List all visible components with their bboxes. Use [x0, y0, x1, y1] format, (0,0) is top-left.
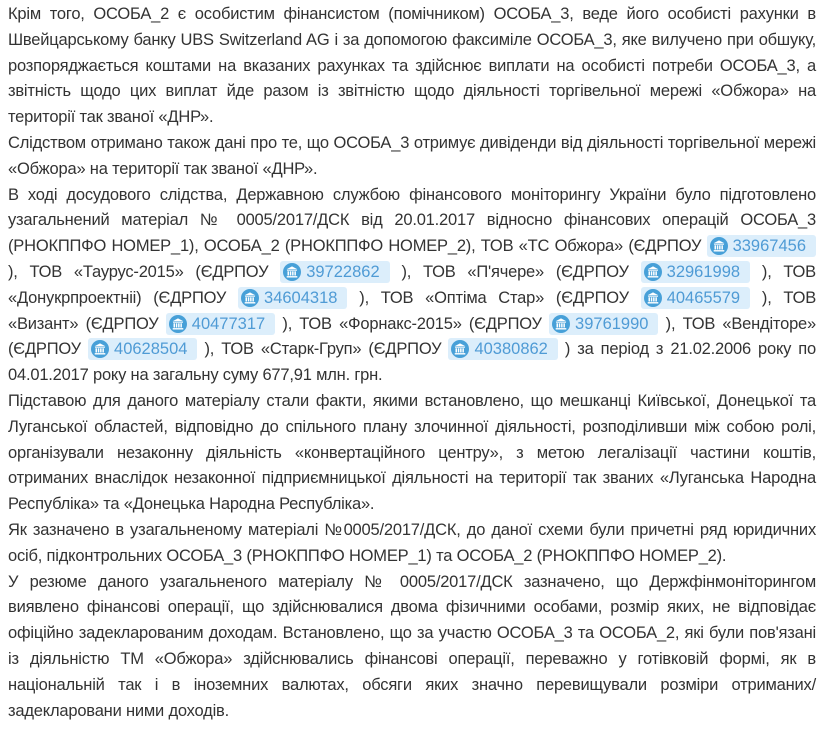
bank-icon: [644, 289, 662, 307]
bank-icon: [91, 340, 109, 358]
text-run: Як зазначено в узагальненому матеріалі №0005/2017/ДСК, до даної схеми були причетні ряд юридичних осіб, підконтрольних ОСОБА_3 (РНОКППФО НОМЕР_1) та ОСОБА_2 (РНОКППФО НОМЕР_2).: [8, 520, 816, 565]
text-run: У резюме даного узагальненого матеріалу № 0005/2017/ДСК зазначено, що Держфінмоніторингом виявлено фінансові операції, що здійснювалися двома фізичними особами, розмір яких, не відповідає офіційно задекларованим доходам. Встановлено, що за участю ОСОБА_3 та ОСОБА_2, які були пов'язані із діяльністю ТМ «Обжора» здійснювались фінансові операції, переважно у готівковій формі, як в національній так і в іноземних валютах, обсяги яких значно перевищували розміри отриманих/задекларовани ними доходів.: [8, 572, 816, 720]
edrpou-number: 40380862: [474, 340, 548, 359]
edrpou-number: 32961998: [666, 262, 741, 281]
text-run: ), ТОВ «Форнакс-2015» (ЄДРПОУ: [275, 314, 550, 333]
edrpou-code-link[interactable]: [707, 235, 816, 257]
edrpou-code-link[interactable]: [641, 287, 750, 309]
edrpou-code-link[interactable]: [280, 261, 389, 283]
edrpou-number: 40477317: [191, 314, 266, 333]
text-run: ), ТОВ «Оптіма Стар» (ЄДРПОУ: [347, 288, 641, 307]
text-run: ), ТОВ «Вендіторе» (ЄДРПОУ: [8, 314, 816, 359]
text-run: ) за період з 21.02.2006 року по 04.01.2017 року на загальну суму 677,91 млн. грн.: [8, 340, 816, 385]
bank-icon: [451, 340, 469, 358]
text-run: ), ТОВ «Таурус-2015» (ЄДРПОУ: [8, 262, 281, 281]
edrpou-number: 39722862: [306, 262, 380, 281]
bank-icon: [552, 315, 570, 333]
bank-icon: [644, 263, 662, 281]
edrpou-number: 33967456: [732, 237, 806, 256]
edrpou-code-link[interactable]: [238, 287, 347, 309]
text-run: ), ТОВ «Визант» (ЄДРПОУ: [8, 288, 817, 333]
edrpou-number: 39761990: [575, 314, 649, 333]
text-run: Крім того, ОСОБА_2 є особистим фінансистом (помічником) ОСОБА_3, веде його особисті рахунки в Швейцарському банку UBS Switzerland AG і за допомогою факсиміле ОСОБА_3, яке вилучено при обшуку, розпоряджається коштами на вказаних рахунках та здійснює виплати на особисті потреби ОСОБА_3, а звітність щодо цих виплат йде разом із звітністю щодо діяльності торгівельної мережі «Обжора» на території так званої «ДНР».: [8, 5, 816, 127]
paragraph: [8, 183, 816, 389]
edrpou-code-link[interactable]: [549, 313, 658, 335]
text-run: ), ТОВ «Донукрпроектніі) (ЄДРПОУ: [8, 262, 816, 307]
text-run: Слідством отримано також дані про те, що ОСОБА_3 отримує дивіденди від діяльності торгівельної мережі «Обжора» на території так званої «ДНР».: [8, 133, 816, 178]
text-run: ), ТОВ «Старк-Груп» (ЄДРПОУ: [197, 340, 449, 359]
paragraph: [8, 2, 816, 131]
edrpou-code-link[interactable]: [88, 338, 197, 360]
bank-icon: [710, 237, 728, 255]
edrpou-number: 40628504: [114, 340, 188, 359]
edrpou-number: 34604318: [264, 288, 338, 307]
text-run: ), ТОВ «П'ячере» (ЄДРПОУ: [389, 262, 641, 281]
bank-icon: [169, 315, 187, 333]
text-run: Підставою для даного матеріалу стали факти, якими встановлено, що мешканці Київської, Донецької та Луганської областей, відповідно до спільного плану злочинної діяльності, розподіливши між собою ролі, організували незаконну діяльність «конвертаційного центру», з метою легалізації частини коштів, отриманих внаслідок незаконної підприємницької діяльності на території так званих «Луганська Народна Республіка» та «Донецька Народна Республіка».: [8, 391, 816, 514]
edrpou-number: 40465579: [666, 288, 741, 307]
paragraph: [8, 389, 816, 518]
text-run: В ході досудового слідства, Державною службою фінансового моніторингу України було підготовлено узагальнений матеріал № 0005/2017/ДСК від 20.01.2017 відносно фінансових операцій ОСОБА_3 (РНОКППФО НОМЕР_1), ОСОБА_2 (РНОКППФО НОМЕР_2), ТОВ «ТС Обжора» (ЄДРПОУ: [8, 185, 816, 256]
bank-icon: [241, 289, 259, 307]
edrpou-code-link[interactable]: [448, 338, 557, 360]
bank-icon: [283, 263, 301, 281]
edrpou-code-link[interactable]: [166, 313, 275, 335]
paragraph: [8, 131, 816, 183]
paragraph: [8, 518, 816, 570]
edrpou-code-link[interactable]: [641, 261, 750, 283]
paragraph: [8, 570, 816, 725]
